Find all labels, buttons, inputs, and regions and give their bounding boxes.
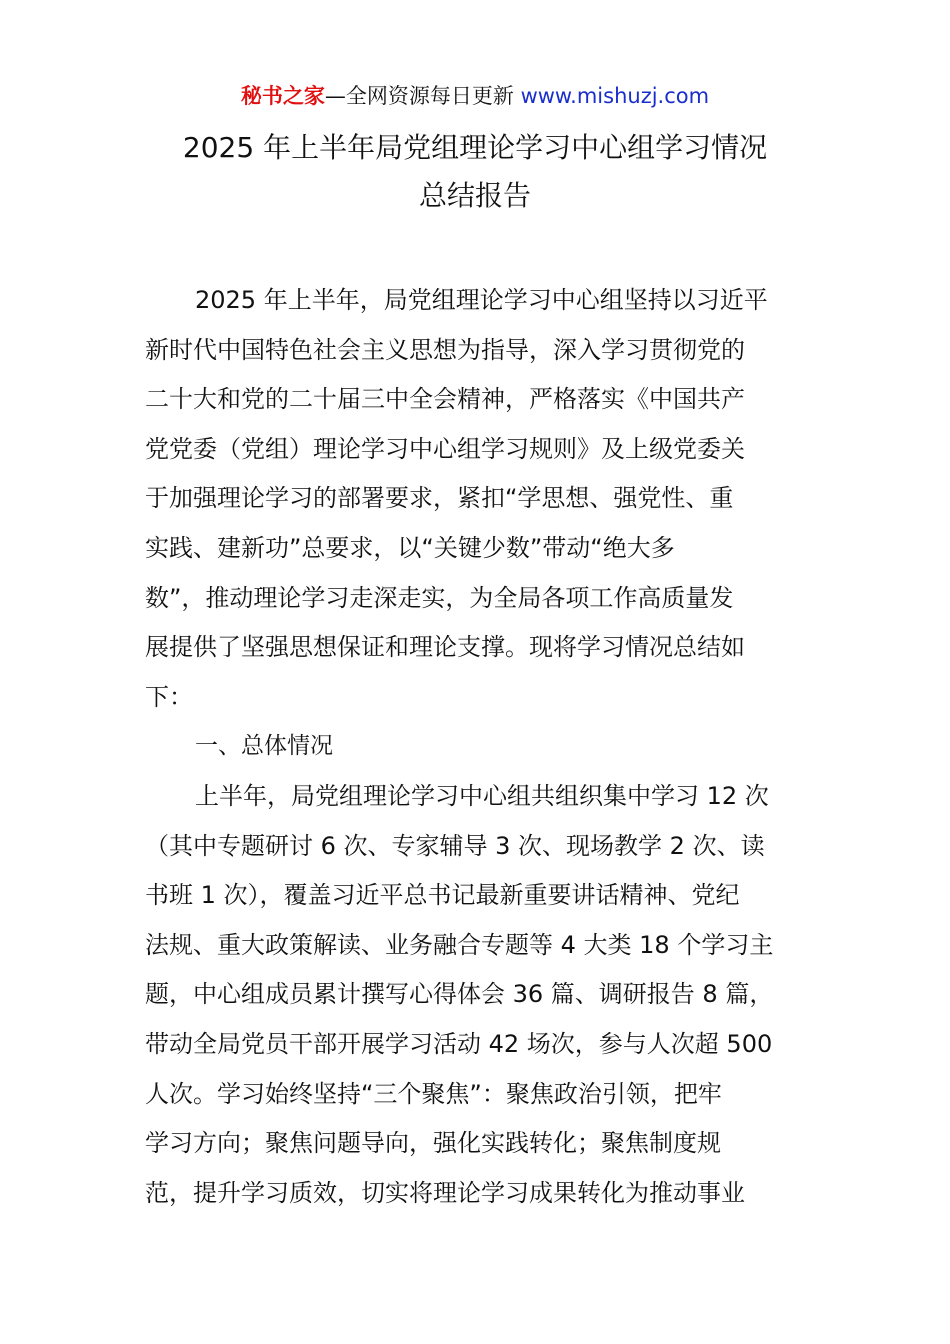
paragraph-line: 二十大和党的二十届三中全会精神，严格落实《中国共产 bbox=[145, 385, 745, 414]
site-url-link[interactable]: www.mishuzj.com bbox=[520, 84, 710, 108]
paragraph-line: 2025 年上半年，局党组理论学习中心组坚持以习近平 bbox=[195, 286, 768, 314]
paragraph-line: 展提供了坚强思想保证和理论支撑。现将学习情况总结如 bbox=[145, 633, 745, 662]
section-heading: 一、总体情况 bbox=[195, 733, 333, 760]
header-slogan: —全网资源每日更新 bbox=[324, 84, 514, 108]
paragraph-line: 党党委（党组）理论学习中心组学习规则》及上级党委关 bbox=[145, 434, 745, 463]
paragraph-line: 于加强理论学习的部署要求，紧扣“学思想、强党性、重 bbox=[145, 484, 734, 513]
paragraph-line: 新时代中国特色社会主义思想为指导，深入学习贯彻党的 bbox=[145, 335, 745, 364]
paragraph-line: 数”，推动理论学习走深走实，为全局各项工作高质量发 bbox=[145, 583, 734, 612]
document-title-line-2: 总结报告 bbox=[418, 179, 531, 212]
paragraph-line: 人次。学习始终坚持“三个聚焦”：聚焦政治引领，把牢 bbox=[145, 1079, 722, 1108]
paragraph-line: 下： bbox=[145, 682, 193, 711]
paragraph-line: 带动全局党员干部开展学习活动 42 场次，参与人次超 500 bbox=[145, 1029, 773, 1058]
document-body bbox=[145, 276, 815, 1218]
paragraph-line: （其中专题研讨 6 次、专家辅导 3 次、现场教学 2 次、读 bbox=[145, 831, 765, 860]
paragraph-line: 范，提升学习质效，切实将理论学习成果转化为推动事业 bbox=[145, 1178, 745, 1207]
paragraph-line: 学习方向；聚焦问题导向，强化实践转化；聚焦制度规 bbox=[145, 1129, 721, 1158]
paragraph-line: 上半年，局党组理论学习中心组共组织集中学习 12 次 bbox=[195, 781, 769, 810]
document-title-line-1: 2025 年上半年局党组理论学习中心组学习情况 bbox=[182, 131, 768, 164]
paragraph-line: 实践、建新功”总要求，以“关键少数”带动“绝大多 bbox=[145, 533, 675, 562]
brand-name: 秘书之家 bbox=[240, 84, 325, 108]
site-header bbox=[0, 81, 950, 111]
paragraph-line: 书班 1 次），覆盖习近平总书记最新重要讲话精神、党纪 bbox=[145, 881, 740, 910]
paragraph-line: 题，中心组成员累计撰写心得体会 36 篇、调研报告 8 篇， bbox=[145, 980, 774, 1009]
paragraph-line: 法规、重大政策解读、业务融合专题等 4 大类 18 个学习主 bbox=[145, 930, 774, 959]
